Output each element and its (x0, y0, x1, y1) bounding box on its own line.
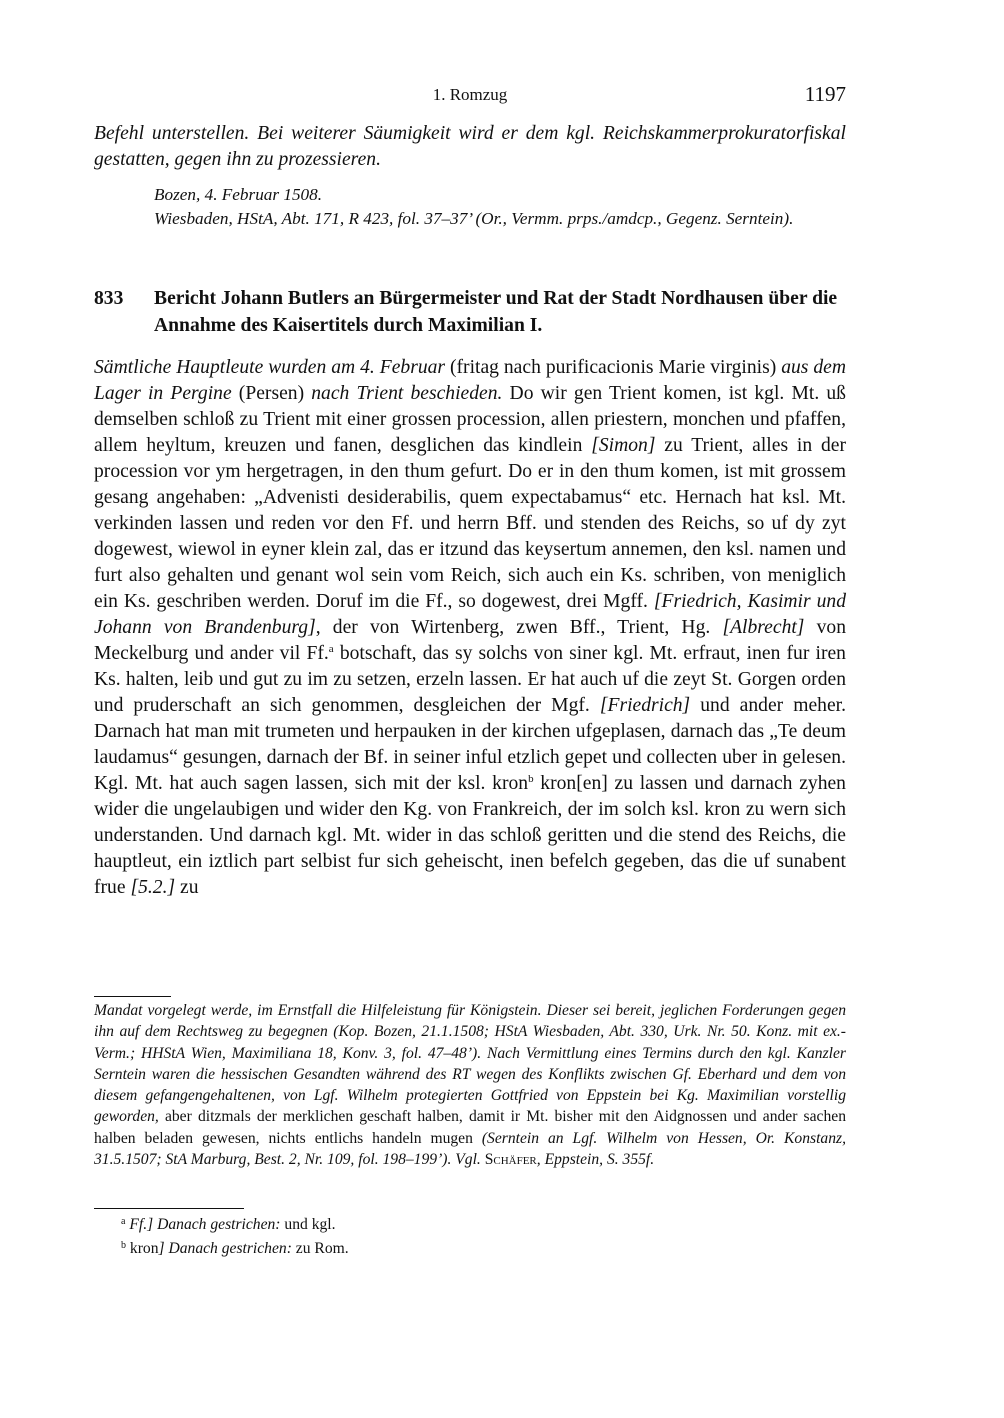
source-text: von Meckelburg und ander vil Ff. (94, 617, 846, 664)
footnote-marker[interactable]: b (528, 773, 534, 785)
page-number: 1197 (804, 82, 846, 106)
source-text: zu (175, 877, 199, 898)
apparatus-entry (94, 1235, 846, 1259)
dateline-block (154, 183, 846, 230)
commentary-quote: aber ditzmals der merklichen geschaft halben, damit ir Mt. bisher mit den Aidgnossen und ander sachen halben beladen gewesen, nichts entlichs handeln mugen (94, 1108, 846, 1147)
running-header (94, 82, 846, 110)
apparatus-sigle: a (121, 1216, 126, 1227)
editorial-insertion: [Friedrich, Kasimir und Johann von Brandenburg] (94, 591, 846, 638)
apparatus-entry (94, 1211, 846, 1235)
regest-text: aus dem Lager in Pergine (94, 357, 847, 404)
critical-apparatus (94, 1211, 846, 1259)
source-text: und ander meher. Darnach hat man mit trumeten und herpauken in der kirchen ufgeplasen, darnach das „Te deum laudamus“ gesungen, darnach der Bf. in seiner inful etzlich gepet und collecten uber in gelesen. Kgl. Mt. hat auch sagen lassen, sich mit der ksl. kron (94, 695, 846, 794)
footnote-marker[interactable]: a (328, 643, 334, 655)
apparatus-reading: und kgl. (284, 1216, 336, 1233)
archive-source: Wiesbaden, HStA, Abt. 171, R 423, fol. 37–37’ (Or., Vermm. prps./amdcp., Gegenz. Serntein). (154, 208, 794, 228)
document-number: 833 (94, 288, 124, 309)
author-name: Schäfer (484, 1151, 537, 1169)
commentary-text: , Eppstein, S. 355f. (536, 1151, 655, 1169)
editorial-insertion: [Simon] (591, 435, 656, 456)
editorial-insertion: [5.2.] (130, 877, 176, 898)
previous-doc-summary: Befehl unterstellen. Bei weiterer Säumigkeit wird er dem kgl. Reichskammerprokuratorfiskal gestatten, gegen ihn zu prozessieren. (94, 123, 846, 170)
editorial-insertion: [Friedrich] (599, 695, 691, 716)
apparatus-reading: zu Rom. (295, 1240, 349, 1257)
regest-text: nach Trient beschieden. (311, 383, 503, 404)
source-text: zu Trient, alles in der procession vor ym hergetragen, in den thum gefurt. Do er in den thum komen, ist mit grossem gesang angehaben: „Advenisti desiderabilis, quem expectabamus“ etc. Hernach hat ksl. Mt. verkinden lassen und reden vor den Ff. und herrn Bff. und stenden des Reichs, so uf dy zyt dogewest, wiewol in eyner klein zal, das er itzund das keysertum annemen, den ksl. namen und furt also gehalten und genant wol sein vom Reich, sich auch ein Ks. schriben, von meniglich ein Ks. geschriben werden. Doruf im die Ff., so dogewest, drei Mgff. (94, 435, 846, 612)
document-body (94, 355, 846, 901)
commentary-note (94, 1000, 846, 1170)
apparatus-sigle: b (121, 1240, 126, 1251)
source-text: (Persen) (231, 383, 312, 404)
running-title: 1. Romzug (432, 85, 508, 104)
apparatus-lemma-word: kron (129, 1240, 159, 1257)
source-text: Do wir gen Trient komen, ist kgl. Mt. uß demselben schloß zu Trient mit einer grossen procession, allen priestern, monchen und pfaffen, allem heyltum, kreuzen und fanen, desglichen das kindlein (94, 383, 846, 456)
apparatus-lemma: ] Danach gestrichen: (158, 1240, 292, 1257)
apparatus-lemma: Ff.] Danach gestrichen: (129, 1216, 281, 1233)
place-date: Bozen, 4. Februar 1508. (154, 185, 323, 204)
source-text: botschaft, das sy solchs von siner kgl. Mt. erfraut, inen fur iren Ks. halten, leib und gut zu im zu setzen, erzeln lassen. Er hat auch uf die zeyt St. Gorgen orden und pruderschaft an sich genommen, desgleichen der Mgf. (94, 643, 846, 716)
notes-divider (94, 996, 171, 997)
source-text: (fritag nach purificacionis Marie virginis) (445, 357, 782, 378)
apparatus-divider (94, 1208, 244, 1209)
commentary-text: Mandat vorgelegt werde, im Ernstfall die Hilfeleistung für Königstein. Dieser sei bereit, jeglichen Forderungen gegen ihn auf dem Rechtsweg zu begegnen (Kop. Bozen, 21.1.1508; HStA Wiesbaden, Abt. 330, Urk. Nr. 50. Konz. mit ex.-Verm.; HHStA Wien, Maximiliana 18, Konv. 3, fol. 47–48’). Nach Vermittlung eines Termins durch den kgl. Kanzler Serntein waren die hessischen Gesandten während des RT wegen des Konflikts zwischen Gf. Eberhard und dem von diesem gefangengehaltenen, von Lgf. Wilhelm protegierten Gottfried von Eppstein bei Kg. Maximilian vorstellig geworden, (94, 1002, 846, 1126)
editorial-insertion: [Albrecht] (722, 617, 805, 638)
source-text: kron[en] zu lassen und darnach zyhen wider die ungelaubigen und wider den Kg. von Frankreich, der im solch ksl. kron zu wern sich understanden. Und darnach kgl. Mt. wider in das schloß geritten und die stend des Reichs, die hauptleut, ein iztlich part selbist fur sich geheischt, inen befelch gegeben, das die uf sunabent frue (94, 773, 846, 898)
commentary-text: (Serntein an Lgf. Wilhelm von Hessen, Or. Konstanz, 31.5.1507; StA Marburg, Best. 2, Nr. 109, fol. 198–199’). Vgl. (94, 1129, 846, 1169)
regest-text: Sämtliche Hauptleute wurden am 4. Februar (94, 357, 446, 378)
source-text: , der von Wirtenberg, zwen Bff., Trient, Hg. (315, 617, 723, 638)
document-title: Bericht Johann Butlers an Bürgermeister und Rat der Stadt Nordhausen über die Annahme des Kaisertitels durch Maximilian I. (154, 288, 838, 336)
